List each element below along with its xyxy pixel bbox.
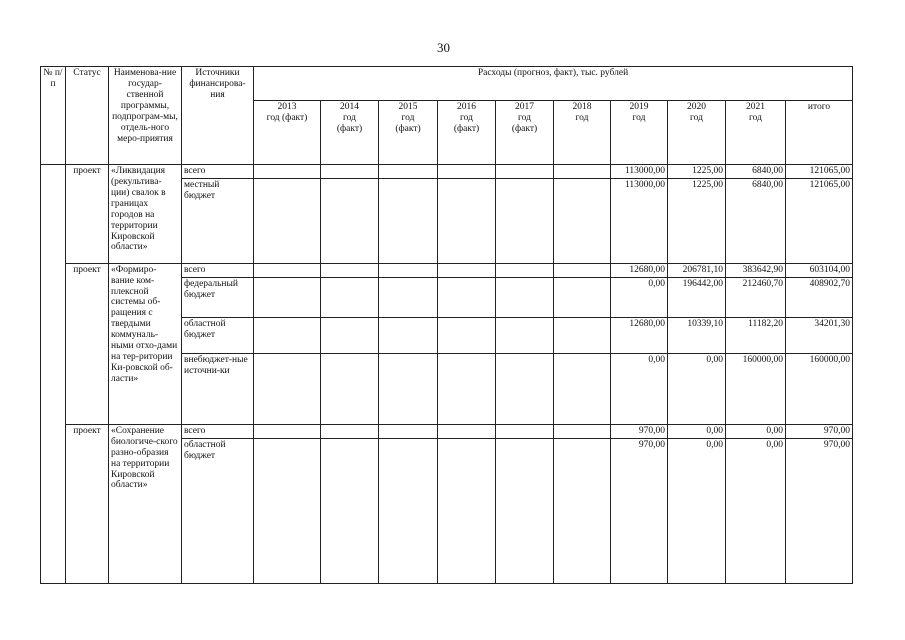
- source-label: федеральный бюджет: [182, 277, 254, 317]
- header-status: Статус: [66, 67, 109, 165]
- value-total: 34201,30: [786, 318, 853, 354]
- header-year-2015: 2015 год (факт): [379, 101, 438, 165]
- table-row: [41, 424, 853, 438]
- header-year-2018: 2018 год: [554, 101, 611, 165]
- source-label: всего: [182, 165, 254, 179]
- value-2020: 196442,00: [668, 277, 726, 317]
- header-year-2014: 2014 год (факт): [321, 101, 379, 165]
- row-number-cell: [41, 165, 66, 584]
- header-year-2017: 2017 год (факт): [496, 101, 554, 165]
- value-2020: 206781,10: [668, 263, 726, 277]
- value-total: 970,00: [786, 438, 853, 583]
- project-name: «Ликвидация (рекультива-ции) свалок в границах городов на территории Кировской области»: [109, 165, 182, 264]
- value-2020: 10339,10: [668, 318, 726, 354]
- header-year-2020: 2020 год: [668, 101, 726, 165]
- table-row: [41, 165, 853, 179]
- header-year-2021: 2021 год: [726, 101, 786, 165]
- header-total: итого: [786, 101, 853, 165]
- value-2019: 12680,00: [611, 318, 668, 354]
- value-2020: 1225,00: [668, 179, 726, 264]
- value-2021: 383642,90: [726, 263, 786, 277]
- value-2019: 12680,00: [611, 263, 668, 277]
- value-total: 603104,00: [786, 263, 853, 277]
- source-label: местный бюджет: [182, 179, 254, 264]
- value-2019: 113000,00: [611, 165, 668, 179]
- value-total: 408902,70: [786, 277, 853, 317]
- header-name: Наименова-ние государ-ственной программы, подпрограм-мы, отдель-ного меро-приятия: [109, 67, 182, 165]
- project-status: проект: [66, 165, 109, 264]
- project-name: «Формиро-вание ком-плексной системы об-ращения с твердыми коммуналь-ными отхо-дами на тер-ритории Ки-ровской об-ласти»: [109, 263, 182, 424]
- value-2021: 6840,00: [726, 179, 786, 264]
- table-row: [41, 263, 853, 277]
- value-total: 121065,00: [786, 165, 853, 179]
- source-label: областной бюджет: [182, 318, 254, 354]
- value-2021: 11182,20: [726, 318, 786, 354]
- header-year-2013: 2013 год (факт): [254, 101, 321, 165]
- value-2019: 970,00: [611, 424, 668, 438]
- source-label: всего: [182, 263, 254, 277]
- value-2019: 113000,00: [611, 179, 668, 264]
- header-number: № п/п: [41, 67, 66, 165]
- header-year-2016: 2016 год (факт): [438, 101, 496, 165]
- header-expenses: Расходы (прогноз, факт), тыс. рублей: [254, 67, 853, 101]
- value-2020: 0,00: [668, 354, 726, 425]
- page-number: 30: [437, 40, 450, 55]
- source-label: внебюджет-ные источни-ки: [182, 354, 254, 425]
- header-sources: Источники финансирова-ния: [182, 67, 254, 165]
- project-name: «Сохранение биологиче-ского разно-образия на территории Кировской области»: [109, 424, 182, 583]
- budget-table: [40, 66, 853, 584]
- value-total: 970,00: [786, 424, 853, 438]
- source-label: областной бюджет: [182, 438, 254, 583]
- value-2020: 1225,00: [668, 165, 726, 179]
- source-label: всего: [182, 424, 254, 438]
- project-status: проект: [66, 263, 109, 424]
- value-total: 160000,00: [786, 354, 853, 425]
- value-2021: 160000,00: [726, 354, 786, 425]
- value-2021: 0,00: [726, 438, 786, 583]
- value-2020: 0,00: [668, 438, 726, 583]
- header-year-2019: 2019 год: [611, 101, 668, 165]
- value-2019: 0,00: [611, 277, 668, 317]
- value-2019: 970,00: [611, 438, 668, 583]
- project-status: проект: [66, 424, 109, 583]
- value-2021: 212460,70: [726, 277, 786, 317]
- value-2021: 6840,00: [726, 165, 786, 179]
- value-total: 121065,00: [786, 179, 853, 264]
- value-2020: 0,00: [668, 424, 726, 438]
- value-2019: 0,00: [611, 354, 668, 425]
- value-2021: 0,00: [726, 424, 786, 438]
